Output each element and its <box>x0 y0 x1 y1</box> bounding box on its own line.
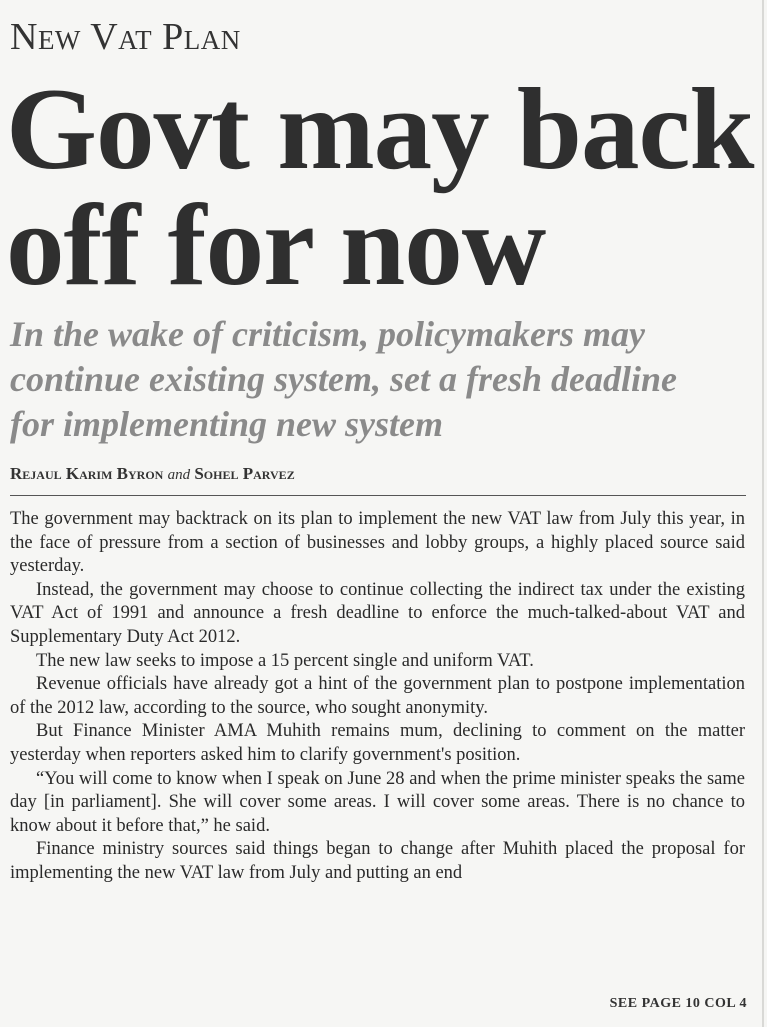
deck-line-1: In the wake of criticism, policymakers may <box>10 314 645 354</box>
article-deck <box>10 312 760 447</box>
body-paragraph: Instead, the government may choose to continue collecting the indirect tax under the existing VAT Act of 1991 and announce a fresh deadline to enforce the much-talked-about VAT and Supplementary Duty Act 2012. <box>10 579 745 647</box>
headline-line-2: off for now <box>6 181 546 310</box>
byline-rule <box>10 495 746 496</box>
deck-line-2: continue existing system, set a fresh deadline <box>10 359 678 399</box>
headline-line-1: Govt may back <box>6 65 754 194</box>
body-paragraph: Revenue officials have already got a hint of the government plan to postpone implementation of the 2012 law, according to the source, who sought anonymity. <box>10 674 745 718</box>
byline-conjunction: and <box>167 467 191 483</box>
body-paragraph: “You will come to know when I speak on June 28 and when the prime minister speaks the same day [in parliament]. She will cover some areas. I will cover some areas. There is no chance to know about it before that,” he said. <box>10 768 745 836</box>
article-kicker: New Vat Plan <box>10 16 241 58</box>
article-headline <box>6 65 761 310</box>
body-paragraph: The new law seeks to impose a 15 percent single and uniform VAT. <box>36 650 534 671</box>
article-byline <box>10 464 295 484</box>
body-paragraph: The government may backtrack on its plan to implement the new VAT law from July this year, in the face of pressure from a section of businesses and lobby groups, a highly placed source said yesterday. <box>10 509 745 577</box>
body-paragraph: Finance ministry sources said things began to change after Muhith placed the proposal for implementing the new VAT law from July and putting an end <box>10 839 745 883</box>
byline-author-1: Rejaul Karim Byron <box>10 464 164 483</box>
byline-author-2: Sohel Parvez <box>194 464 295 483</box>
deck-line-3: for implementing new system <box>10 404 444 444</box>
column-divider <box>762 0 764 1027</box>
article-body <box>10 508 745 886</box>
body-paragraph: But Finance Minister AMA Muhith remains mum, declining to comment on the matter yesterday when reporters asked him to clarify government's position. <box>10 721 745 765</box>
continued-jump-line: SEE PAGE 10 COL 4 <box>609 996 747 1011</box>
